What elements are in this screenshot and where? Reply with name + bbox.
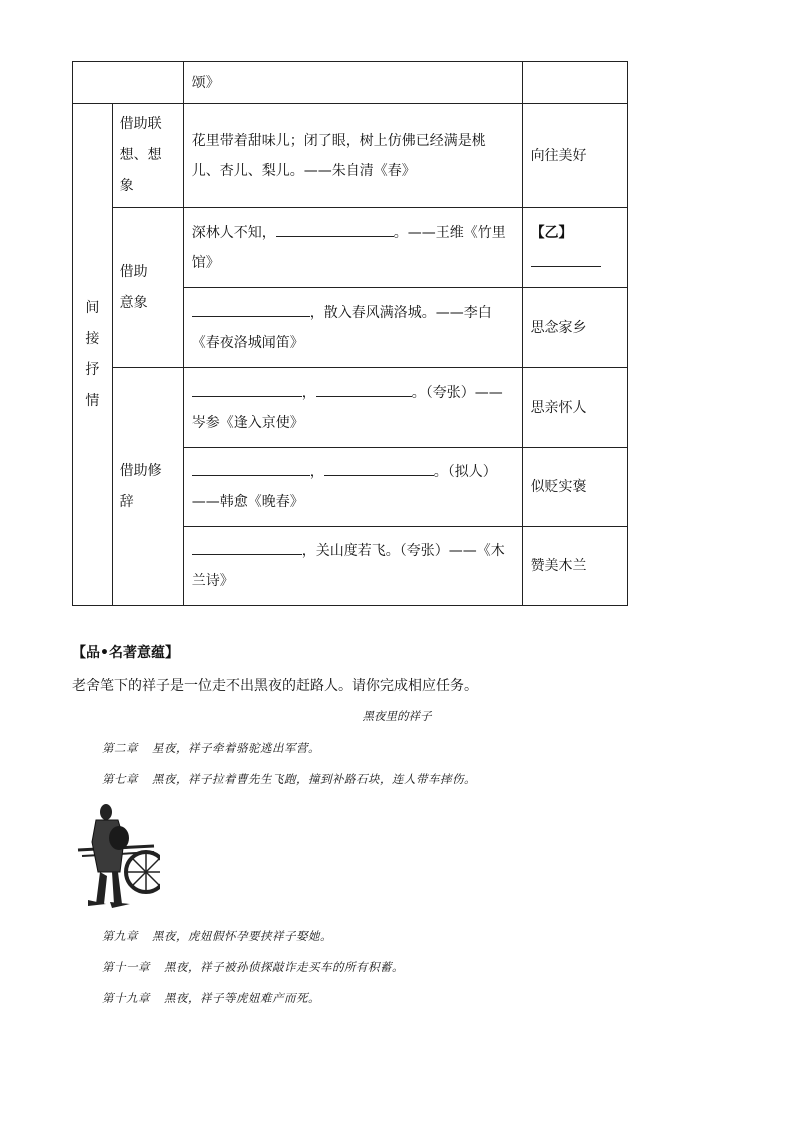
answer-blank[interactable] [324, 460, 434, 476]
sub-category-label: 借助意象 [119, 263, 148, 311]
table-cell-text [183, 288, 522, 368]
result-label: 思亲怀人 [530, 399, 587, 416]
poem-line: 。（夸张）——岑参《逢入京使》 [191, 384, 503, 431]
table-cell-text [183, 448, 522, 527]
chapter-label: 第十九章 [102, 991, 150, 1005]
table-cell-text [183, 527, 522, 606]
chapter-text: 黑夜，祥子被孙侦探敲诈走买车的所有积蓄。 [164, 960, 404, 974]
result-label: 向往美好 [530, 147, 587, 164]
answer-blank[interactable] [531, 251, 601, 267]
cell-text: 颂》 [191, 74, 220, 91]
poem-line: ，关山度若飞。（夸张）——《木兰诗》 [191, 543, 505, 589]
poem-line: 。（拟人）——韩愈《晚春》 [191, 464, 497, 510]
sub-category-cell [112, 208, 183, 368]
chapter-label: 第二章 [102, 741, 138, 755]
answer-blank[interactable] [192, 460, 310, 476]
result-label: 思念家乡 [530, 319, 587, 336]
empty-cell [73, 62, 184, 104]
chapter-text: 黑夜，祥子拉着曹先生飞跑，撞到补路石块，连人带车摔伤。 [152, 772, 476, 786]
answer-blank[interactable] [276, 221, 394, 237]
story-item [102, 959, 404, 975]
poem-line: ， [301, 384, 316, 401]
poem-line: 花里带着甜味儿；闭了眼，树上仿佛已经满是桃儿、杏儿、梨儿。——朱自清《春》 [191, 132, 486, 179]
story-item [102, 740, 320, 756]
intro-paragraph: 老舍笔下的祥子是一位走不出黑夜的赶路人。请你完成相应任务。 [72, 678, 478, 694]
poem-line: ， [309, 464, 324, 480]
result-cell [522, 208, 627, 288]
sub-category-cell [112, 104, 183, 208]
answer-blank[interactable] [192, 301, 310, 317]
main-category-label: 间接抒情 [85, 299, 100, 409]
result-cell [522, 288, 627, 368]
story-item [102, 928, 332, 944]
result-cell [522, 368, 627, 448]
story-item [102, 990, 320, 1006]
main-category-cell [73, 104, 113, 606]
chapter-label: 第七章 [102, 772, 138, 786]
chapter-text: 黑夜，虎妞假怀孕要挟祥子娶她。 [152, 929, 332, 943]
story-item [102, 771, 476, 787]
sub-category-cell [112, 368, 183, 606]
sub-category-label: 借助修辞 [119, 462, 162, 510]
table-cell-text [183, 62, 522, 104]
result-label: 赞美木兰 [530, 558, 587, 574]
story-title: 黑夜里的祥子 [362, 709, 432, 723]
sub-category-label: 借助联想、想象 [119, 116, 162, 194]
table-cell-text [183, 104, 522, 208]
poem-table [72, 61, 628, 606]
chapter-text: 星夜，祥子牵着骆驼逃出军营。 [152, 741, 320, 755]
result-label: 似贬实褒 [530, 479, 587, 495]
rickshaw-puller-illustration [74, 800, 160, 910]
result-cell [522, 527, 627, 606]
result-cell [522, 448, 627, 527]
poem-line: ，散入春风满洛城。——李白《春夜洛城闻笛》 [191, 304, 492, 351]
answer-blank[interactable] [192, 539, 302, 555]
answer-blank[interactable] [316, 381, 412, 397]
result-label: 【乙】 [530, 224, 573, 241]
answer-blank[interactable] [192, 381, 302, 397]
poem-line: 深林人不知， [191, 224, 276, 241]
chapter-text: 黑夜，祥子等虎妞难产而死。 [164, 991, 320, 1005]
result-cell [522, 104, 627, 208]
poem-line: 。——王维《竹里馆》 [191, 224, 506, 271]
table-cell-text [183, 208, 522, 288]
chapter-label: 第十一章 [102, 960, 150, 974]
chapter-label: 第九章 [102, 929, 138, 943]
table-cell-text [183, 368, 522, 448]
empty-cell [522, 62, 627, 104]
section-title: 【品•名著意蕴】 [72, 645, 179, 661]
